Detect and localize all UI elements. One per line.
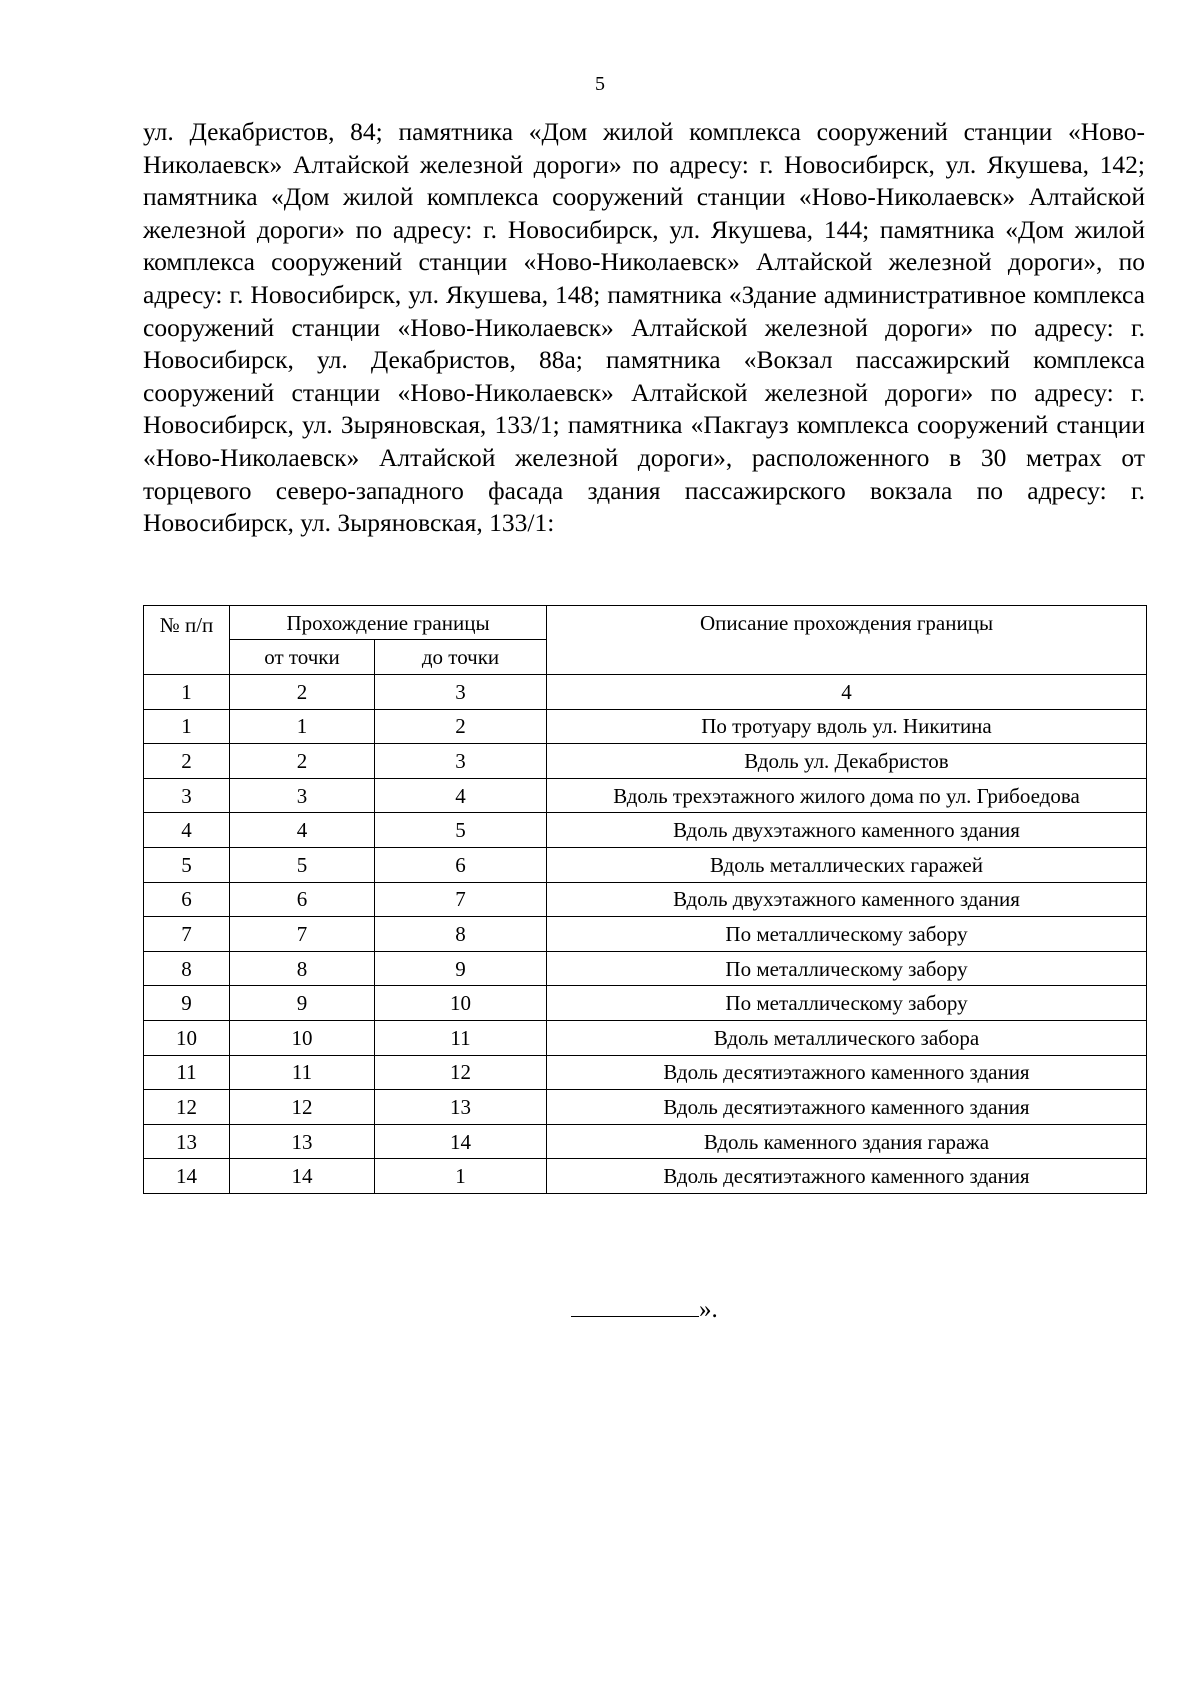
table-header-row [144, 606, 1147, 640]
page-number: 5 [595, 73, 605, 95]
cell-num: 4 [144, 813, 230, 848]
body-paragraph [143, 116, 1145, 540]
cell-to: 14 [375, 1124, 547, 1159]
cell-description: Вдоль металлических гаражей [547, 847, 1147, 882]
cell-to: 11 [375, 1020, 547, 1055]
cell-description: Вдоль ул. Декабристов [547, 744, 1147, 779]
cell-from: 14 [230, 1159, 375, 1194]
table-row [144, 917, 1147, 952]
cell-from: 13 [230, 1124, 375, 1159]
table-row [144, 986, 1147, 1021]
table-row [144, 744, 1147, 779]
cell-num: 1 [144, 709, 230, 744]
cell-from: 12 [230, 1090, 375, 1125]
cell-description: Вдоль каменного здания гаража [547, 1124, 1147, 1159]
cell-description: Вдоль десятиэтажного каменного здания [547, 1159, 1147, 1194]
cell-from: 11 [230, 1055, 375, 1090]
cell-to: 1 [375, 1159, 547, 1194]
cell-from: 8 [230, 951, 375, 986]
table-row [144, 1159, 1147, 1194]
cell-num: 9 [144, 986, 230, 1021]
table-row [144, 813, 1147, 848]
cell-to: 6 [375, 847, 547, 882]
table-row [144, 951, 1147, 986]
cell-to: 2 [375, 709, 547, 744]
closing-quote: ». [699, 1296, 718, 1323]
cell-description: По металлическому забору [547, 986, 1147, 1021]
column-number: 4 [547, 675, 1147, 710]
table-row [144, 778, 1147, 813]
cell-num: 5 [144, 847, 230, 882]
cell-from: 5 [230, 847, 375, 882]
cell-from: 3 [230, 778, 375, 813]
cell-description: Вдоль десятиэтажного каменного здания [547, 1055, 1147, 1090]
cell-to: 7 [375, 882, 547, 917]
cell-from: 6 [230, 882, 375, 917]
table-row [144, 1055, 1147, 1090]
column-number-row [144, 675, 1147, 710]
cell-num: 7 [144, 917, 230, 952]
cell-to: 3 [375, 744, 547, 779]
cell-from: 2 [230, 744, 375, 779]
cell-description: Вдоль двухэтажного каменного здания [547, 813, 1147, 848]
cell-to: 9 [375, 951, 547, 986]
cell-description: По тротуару вдоль ул. Никитина [547, 709, 1147, 744]
cell-description: Вдоль металлического забора [547, 1020, 1147, 1055]
cell-num: 13 [144, 1124, 230, 1159]
column-header-passage: Прохождение границы [230, 606, 547, 640]
table-row [144, 1090, 1147, 1125]
column-header-num: № п/п [144, 606, 230, 675]
cell-num: 14 [144, 1159, 230, 1194]
column-number: 1 [144, 675, 230, 710]
cell-num: 10 [144, 1020, 230, 1055]
boundary-table [143, 605, 1147, 1194]
cell-num: 12 [144, 1090, 230, 1125]
cell-from: 9 [230, 986, 375, 1021]
column-number: 2 [230, 675, 375, 710]
cell-num: 3 [144, 778, 230, 813]
cell-description: Вдоль десятиэтажного каменного здания [547, 1090, 1147, 1125]
cell-from: 10 [230, 1020, 375, 1055]
cell-from: 7 [230, 917, 375, 952]
table-row [144, 847, 1147, 882]
cell-description: Вдоль трехэтажного жилого дома по ул. Грибоедова [547, 778, 1147, 813]
cell-to: 10 [375, 986, 547, 1021]
table-row [144, 709, 1147, 744]
cell-to: 13 [375, 1090, 547, 1125]
cell-description: По металлическому забору [547, 951, 1147, 986]
cell-num: 6 [144, 882, 230, 917]
column-header-to: до точки [375, 640, 547, 675]
cell-to: 8 [375, 917, 547, 952]
table-row [144, 1124, 1147, 1159]
cell-to: 4 [375, 778, 547, 813]
paragraph-text: ул. Декабристов, 84; памятника «Дом жилой комплекса сооружений станции «Ново-Николаевск» Алтайской железной дороги» по адресу: г. Новосибирск, ул. Якушева, 142; памятника «Дом жилой комплекса сооружений станции «Ново-Николаевск» Алтайской железной дороги» по адресу: г. Новосибирск, ул. Якушева, 144; памятника «Дом жилой комплекса сооружений станции «Ново-Николаевск» Алтайской железной дороги», по адресу: г. Новосибирск, ул. Якушева, 148; памятника «Здание административное комплекса сооружений станции «Ново-Николаевск» Алтайской железной дороги» по адресу: г. Новосибирск, ул. Декабристов, 88а; памятника «Вокзал пассажирский комплекса сооружений станции «Ново-Николаевск» Алтайской железной дороги» по адресу: г. Новосибирск, ул. Зыряновская, 133/1; памятника «Пакгауз комплекса сооружений станции «Ново-Николаевск» Алтайской железной дороги», расположенного в 30 метрах от торцевого северо-западного фасада здания пассажирского вокзала по адресу: г. Новосибирск, ул. Зыряновская, 133/1: [143, 117, 1145, 538]
closing-mark [571, 1294, 718, 1325]
cell-num: 2 [144, 744, 230, 779]
cell-num: 11 [144, 1055, 230, 1090]
cell-description: По металлическому забору [547, 917, 1147, 952]
cell-from: 1 [230, 709, 375, 744]
cell-description: Вдоль двухэтажного каменного здания [547, 882, 1147, 917]
cell-to: 5 [375, 813, 547, 848]
cell-to: 12 [375, 1055, 547, 1090]
cell-from: 4 [230, 813, 375, 848]
cell-num: 8 [144, 951, 230, 986]
table-row [144, 1020, 1147, 1055]
table-row [144, 882, 1147, 917]
column-header-from: от точки [230, 640, 375, 675]
column-number: 3 [375, 675, 547, 710]
closing-rule [571, 1294, 699, 1317]
column-header-description: Описание прохождения границы [547, 606, 1147, 675]
